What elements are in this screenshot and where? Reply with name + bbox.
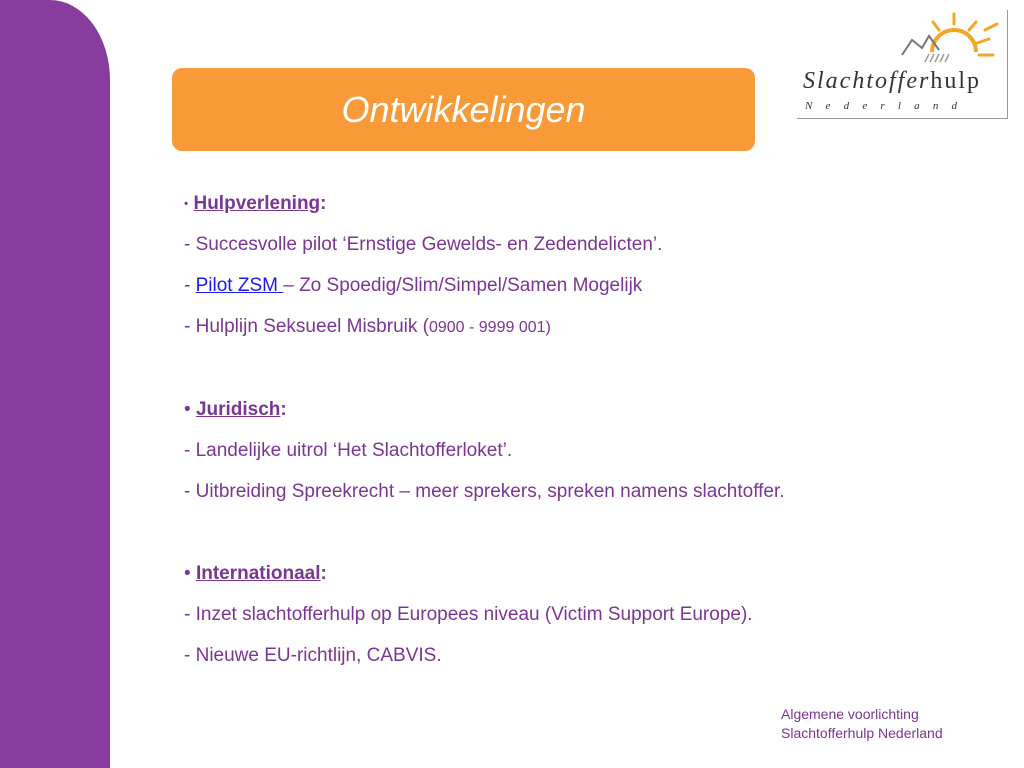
item-prefix: - [184,275,196,297]
heading-text: Juridisch [195,399,281,421]
title-banner [172,68,755,151]
section-heading-hulpverlening [184,183,984,224]
list-item: - Inzet slachtofferhulp op Europees niveau (Victim Support Europe). [184,604,753,626]
list-item: - Landelijke uitrol ‘Het Slachtofferloket’. [184,440,513,462]
section-heading-internationaal [184,553,984,594]
heading-colon: : [320,563,327,585]
item-text: - Hulplijn Seksueel Misbruik ( [184,316,429,338]
heading-colon: : [320,193,327,214]
item-suffix: – Zo Spoedig/Slim/Simpel/Samen Mogelijk [283,275,643,297]
list-item [184,306,984,348]
heading-text: Internationaal [195,563,321,585]
bullet: • [184,563,191,585]
left-decorative-bar [0,0,110,768]
logo-brand-text [803,68,981,95]
slachtofferhulp-logo [797,10,1009,120]
footer-line-2: Slachtofferhulp Nederland [781,725,943,741]
list-item: - Nieuwe EU-richtlijn, CABVIS. [184,645,442,667]
pilot-zsm-link[interactable]: Pilot ZSM [195,275,284,297]
heading-colon: : [280,399,287,421]
logo-subtitle: Nederland [805,100,971,112]
sun-logo-icon [897,10,1007,70]
footer [781,705,943,743]
bullet: • [184,399,191,421]
footer-line-1: Algemene voorlichting [781,706,919,722]
list-item: - Uitbreiding Spreekrecht – meer sprekers, spreken namens slachtoffer. [184,481,785,503]
phone-number: 0900 - 9999 001) [428,319,551,337]
heading-text: Hulpverlening [193,193,321,214]
bullet: • [184,196,189,211]
section-heading-juridisch [184,389,984,430]
logo-brand-plain: hulp [930,68,981,94]
slide-title: Ontwikkelingen [341,88,586,130]
logo-brand-italic: Slachtoffer [803,68,931,94]
list-item: - Succesvolle pilot ‘Ernstige Gewelds- en Zedendelicten’. [184,234,663,256]
list-item [184,265,984,306]
slide-content [184,183,984,676]
